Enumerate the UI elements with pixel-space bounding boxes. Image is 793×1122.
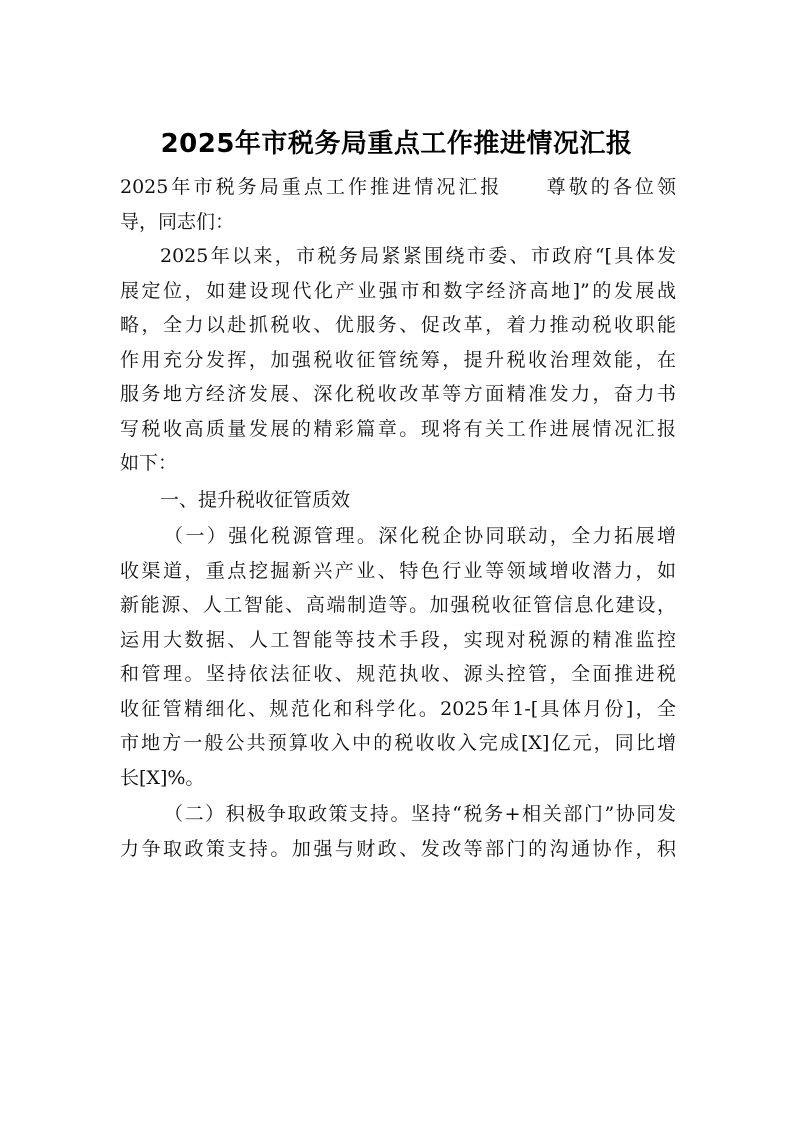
text-line: 新能源、人工智能、高端制造等。加强税收征管信息化建设， xyxy=(120,594,676,616)
text-line: （二）积极争取政策支持。坚持“税务+相关部门”协同发 xyxy=(164,803,676,825)
document-body xyxy=(120,170,676,866)
text-line: 收征管精细化、规范化和科学化。2025年1-[具体月份]，全 xyxy=(120,697,676,720)
text-line: 如下： xyxy=(120,452,178,474)
text-line: 写税收高质量发展的精彩篇章。现将有关工作进展情况汇报 xyxy=(120,417,676,440)
text-line: 服务地方经济发展、深化税收改革等方面精准发力，奋力书 xyxy=(120,383,676,405)
document-title: 2025年市税务局重点工作推进情况汇报 xyxy=(160,129,633,159)
text-line: 和管理。坚持依法征收、规范执收、源头控管，全面推进税 xyxy=(120,663,676,685)
text-line: 力争取政策支持。加强与财政、发改等部门的沟通协作，积 xyxy=(120,837,676,860)
text-line: 略，全力以赴抓税收、优服务、促改革，着力推动税收职能 xyxy=(120,314,676,336)
text-line: 2025年市税务局重点工作推进情况汇报 尊敬的各位领 xyxy=(120,176,676,198)
text-line: 2025年以来，市税务局紧紧围绕市委、市政府“[具体发 xyxy=(160,245,676,267)
text-line: 一、提升税收征管质效 xyxy=(160,488,351,511)
text-line: 导，同志们： xyxy=(120,210,235,233)
text-line: 作用充分发挥，加强税收征管统筹，提升税收治理效能，在 xyxy=(120,348,676,371)
text-line: （一）强化税源管理。深化税企协同联动，全力拓展增 xyxy=(164,525,676,547)
text-line: 展定位，如建设现代化产业强市和数字经济高地]”的发展战 xyxy=(120,279,676,302)
text-line: 运用大数据、人工智能等技术手段，实现对税源的精准监控 xyxy=(120,628,676,651)
text-line: 市地方一般公共预算收入中的税收收入完成[X]亿元，同比增 xyxy=(120,732,676,754)
text-line: 收渠道，重点挖掘新兴产业、特色行业等领域增收潜力，如 xyxy=(120,559,676,582)
text-line: 长[X]%。 xyxy=(120,766,205,789)
